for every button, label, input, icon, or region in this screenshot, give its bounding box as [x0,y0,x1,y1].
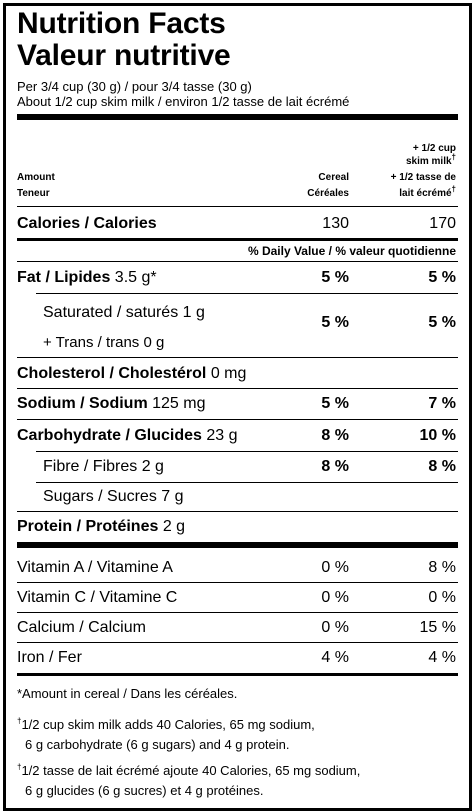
footnote-fr-2: 6 g glucides (6 g sucres) et 4 g protéines. [25,783,264,798]
calcium-label: Calcium / Calcium [17,619,146,636]
fibre-row: Fibre / Fibres 2 g [43,458,164,475]
sat-trans-milk-dv: 5 % [428,314,456,331]
vitamin-c-cereal: 0 % [321,589,349,606]
calories-cereal: 130 [322,215,349,232]
carbohydrate-milk-dv: 10 % [419,427,456,444]
header-teneur: Teneur [17,188,50,199]
sodium-cereal-dv: 5 % [321,395,349,412]
thick-divider [17,114,458,120]
divider [36,451,458,452]
iron-cereal: 4 % [321,649,349,666]
iron-label: Iron / Fer [17,649,82,666]
header-milk-fr-2: lait écrémé† [399,184,456,199]
fibre-cereal-dv: 8 % [321,458,349,475]
fat-milk-dv: 5 % [428,269,456,286]
footnote-asterisk: *Amount in cereal / Dans les céréales. [17,686,238,701]
calories-milk: 170 [429,215,456,232]
vitamin-a-milk: 8 % [428,559,456,576]
header-cereales: Céréales [307,188,349,199]
divider [17,612,458,613]
header-milk-1: + 1/2 cup [412,143,456,154]
title-english: Nutrition Facts [17,7,226,40]
medium-divider [17,673,458,676]
vitamin-c-milk: 0 % [428,589,456,606]
sodium-milk-dv: 7 % [428,395,456,412]
divider [17,388,458,389]
vitamin-c-label: Vitamin C / Vitamine C [17,589,178,606]
trans-row: + Trans / trans 0 g [43,334,165,351]
vitamin-a-cereal: 0 % [321,559,349,576]
serving-milk: About 1/2 cup skim milk / environ 1/2 tasse de lait écrémé [17,94,350,109]
title-french: Valeur nutritive [17,39,231,72]
header-milk-2: skim milk† [405,152,456,167]
sodium-row: Sodium / Sodium 125 mg [17,395,206,412]
sugars-row: Sugars / Sucres 7 g [43,488,184,505]
divider [17,261,458,262]
carbohydrate-row: Carbohydrate / Glucides 23 g [17,427,238,444]
nutrition-facts-label [3,3,472,811]
calcium-milk: 15 % [419,619,456,636]
divider [36,482,458,483]
divider [17,206,458,207]
fat-row: Fat / Lipides 3.5 g* [17,269,157,286]
divider [17,511,458,512]
calories-label: Calories / Calories [17,215,157,232]
carbohydrate-cereal-dv: 8 % [321,427,349,444]
header-cereal: Cereal [318,172,349,183]
divider [17,419,458,420]
cholesterol-row: Cholesterol / Cholestérol 0 mg [17,365,247,382]
sat-trans-cereal-dv: 5 % [321,314,349,331]
header-milk-fr-1: + 1/2 tasse de [390,172,456,183]
header-amount: Amount [17,172,55,183]
protein-row: Protein / Protéines 2 g [17,518,186,535]
divider [36,293,458,294]
iron-milk: 4 % [428,649,456,666]
daily-value-header: % Daily Value / % valeur quotidienne [247,244,456,258]
serving-size: Per 3/4 cup (30 g) / pour 3/4 tasse (30 g) [17,79,252,94]
fibre-milk-dv: 8 % [428,458,456,475]
divider [17,642,458,643]
divider [17,582,458,583]
fat-cereal-dv: 5 % [321,269,349,286]
vitamin-a-label: Vitamin A / Vitamine A [17,559,173,576]
divider [17,357,458,358]
calcium-cereal: 0 % [321,619,349,636]
footnote-fr-1: †1/2 tasse de lait écrémé ajoute 40 Calories, 65 mg sodium, [17,762,361,778]
thick-divider [17,542,458,548]
medium-divider [17,238,458,241]
saturated-row: Saturated / saturés 1 g [43,304,205,321]
footnote-en-2: 6 g carbohydrate (6 g sugars) and 4 g protein. [25,737,290,752]
footnote-en-1: †1/2 cup skim milk adds 40 Calories, 65 mg sodium, [17,716,315,732]
